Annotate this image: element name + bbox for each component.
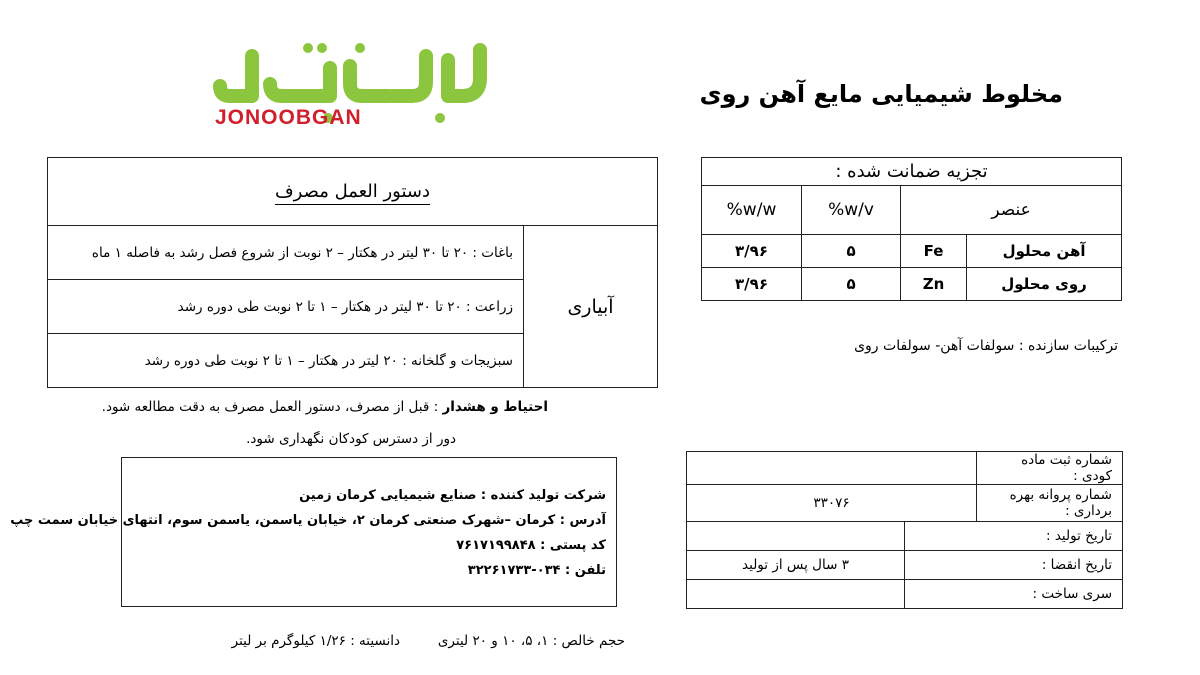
element-symbol: Fe [901, 235, 967, 268]
element-name: آهن محلول [967, 235, 1122, 268]
element-name: روی محلول [967, 268, 1122, 301]
header-element: عنصر [901, 186, 1122, 235]
expiry-value: ۳ سال پس از تولید [687, 551, 905, 580]
value-ww: ۳/۹۶ [702, 235, 802, 268]
table-row [702, 235, 1122, 268]
header-ww: %w/w [702, 186, 802, 235]
warning-body: : قبل از مصرف، دستور العمل مصرف به دقت مطالعه شود. [101, 399, 443, 415]
density: دانسیته : ۱/۲۶ کیلوگرم بر لیتر [231, 633, 400, 649]
value-wv: ۵ [802, 268, 901, 301]
net-volume: حجم خالص : ۱، ۵، ۱۰ و ۲۰ لیتری [437, 633, 625, 649]
element-symbol: Zn [901, 268, 967, 301]
guaranteed-analysis-table [701, 157, 1122, 301]
table-row [702, 268, 1122, 301]
production-date-value [687, 522, 905, 551]
usage-instructions-table [47, 157, 658, 388]
header-wv: %w/v [802, 186, 901, 235]
product-title: مخلوط شیمیایی مایع آهن روی [699, 80, 1063, 108]
instruction-line-greenhouse: سبزیجات و گلخانه : ۲۰ لیتر در هکتار – ۱ تا ۲ نوبت طی دوره رشد [48, 334, 524, 388]
components-text: ترکیبات سازنده : سولفات آهن- سولفات روی [854, 338, 1118, 354]
manufacturer-box [10, 457, 617, 607]
batch-value [687, 580, 905, 609]
license-value: ۳۳۰۷۶ [687, 485, 977, 522]
warning-label: احتیاط و هشدار [442, 399, 548, 415]
manufacturer-company: شرکت تولید کننده : صنایع شیمیایی کرمان زمین [299, 488, 606, 503]
instructions-title: دستور العمل مصرف [275, 181, 430, 205]
warning-text [102, 399, 548, 415]
manufacturer-phone: تلفن : ۰۳۴-۳۲۲۶۱۷۳۳ [467, 563, 606, 578]
manufacturer-postal: کد پستی : ۷۶۱۷۱۹۹۸۴۸ [456, 538, 606, 553]
instruction-line-orchards: باغات : ۲۰ تا ۳۰ لیتر در هکتار – ۲ نوبت از شروع فصل رشد به فاصله ۱ ماه [48, 226, 524, 280]
production-date-label: تاریخ تولید : [905, 522, 1123, 551]
analysis-caption: تجزیه ضمانت شده : [702, 158, 1122, 186]
logo-latin-text: JONOOBGAN [215, 106, 362, 129]
batch-label: سری ساخت : [905, 580, 1123, 609]
license-label: شماره پروانه بهره برداری : [977, 485, 1123, 522]
instructions-title-cell [48, 158, 658, 226]
fertilizer-reg-label: شماره ثبت ماده کودی : [977, 452, 1123, 485]
application-method: آبیاری [524, 226, 658, 388]
expiry-label: تاریخ انقضا : [905, 551, 1123, 580]
fertilizer-reg-value [687, 452, 977, 485]
instruction-line-crops: زراعت : ۲۰ تا ۳۰ لیتر در هکتار – ۱ تا ۲ نوبت طی دوره رشد [48, 280, 524, 334]
value-ww: ۳/۹۶ [702, 268, 802, 301]
warning-line-2: دور از دسترس کودکان نگهداری شود. [246, 431, 456, 447]
value-wv: ۵ [802, 235, 901, 268]
manufacturer-address: آدرس : کرمان –شهرک صنعتی کرمان ۲، خیابان یاسمن، یاسمن سوم، انتهای خیابان سمت چپ [10, 513, 606, 528]
registration-table [686, 451, 1123, 609]
